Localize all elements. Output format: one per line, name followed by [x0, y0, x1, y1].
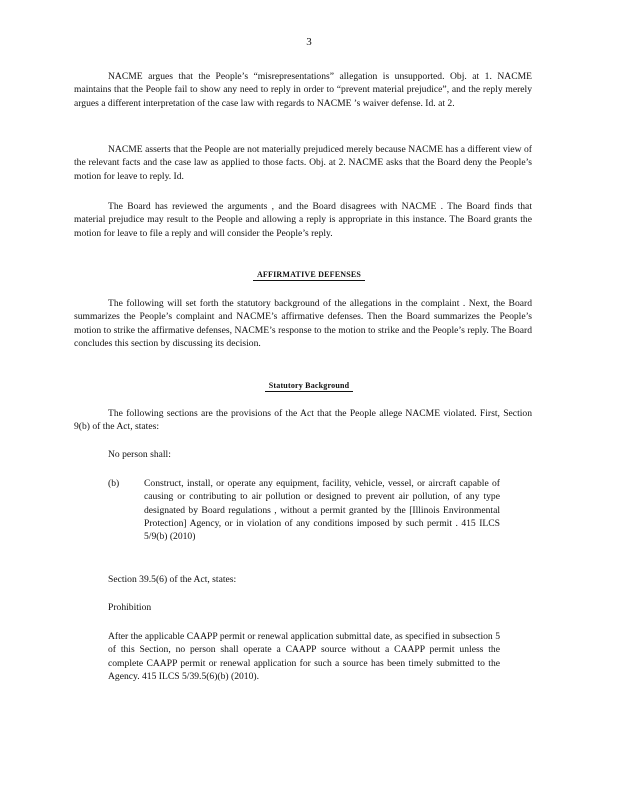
heading-affirmative-defenses-text: AFFIRMATIVE DEFENSES	[253, 270, 365, 281]
quote-intro: No person shall:	[108, 449, 171, 460]
prohibition-title: Prohibition	[108, 602, 152, 613]
section-39-intro: Section 39.5(6) of the Act, states:	[108, 574, 237, 585]
heading-statutory-background-text: Statutory Background	[265, 381, 354, 392]
paragraph-following-will: The following will set forth the statutory background of the allegations in the complaint . Next, the Board summarizes the People’s complaint and NACME’s affirmative defenses. Then the Board summarizes the People’s motion to strike the affirmative defenses, NACME’s response to the motion to strike and the People’s reply. The Board concludes this section by discussing its decision.	[74, 298, 532, 349]
heading-affirmative-defenses	[0, 270, 618, 281]
quote-item-label: (b)	[108, 478, 120, 489]
paragraph-nacme-asserts: NACME asserts that the People are not materially prejudiced merely because NACME has a different view of the relevant facts and the case law as applied to those facts. Obj. at 2. NACME asks that the Board deny the People’s motion for leave to reply. Id.	[74, 144, 532, 182]
paragraph-following-sections: The following sections are the provisions of the Act that the People allege NACME violated. First, Section 9(b) of the Act, states:	[74, 408, 532, 433]
heading-statutory-background	[0, 381, 618, 392]
paragraph-nacme-argues: NACME argues that the People’s “misrepresentations” allegation is unsupported. Obj. at 1. NACME maintains that the People fail to show any need to reply in order to “prevent material prejudice”, and the reply merely argues a different interpretation of the case law with regards to NACME ’s waiver defense. Id. at 2.	[74, 71, 532, 109]
quote-item-text: Construct, install, or operate any equipment, facility, vehicle, vessel, or aircraft capable of causing or contributing to air pollution or designed to prevent air pollution, of any type designated by Board regulations , without a permit granted by the [Illinois Environmental Protection] Agency, or in violation of any conditions imposed by such permit . 415 ILCS 5/9(b) (2010)	[144, 478, 500, 543]
paragraph-board-reviewed: The Board has reviewed the arguments , and the Board disagrees with NACME . The Board finds that material prejudice may result to the People and allowing a reply is appropriate in this instance. The Board grants the motion for leave to file a reply and will consider the People’s reply.	[74, 201, 532, 239]
prohibition-text: After the applicable CAAPP permit or renewal application submittal date, as specified in subsection 5 of this Section, no person shall operate a CAAPP source without a CAAPP permit unless the complete CAAPP permit or renewal application for such a source has been timely submitted to the Agency. 415 ILCS 5/39.5(6)(b) (2010).	[108, 631, 500, 682]
page-number: 3	[306, 36, 312, 48]
